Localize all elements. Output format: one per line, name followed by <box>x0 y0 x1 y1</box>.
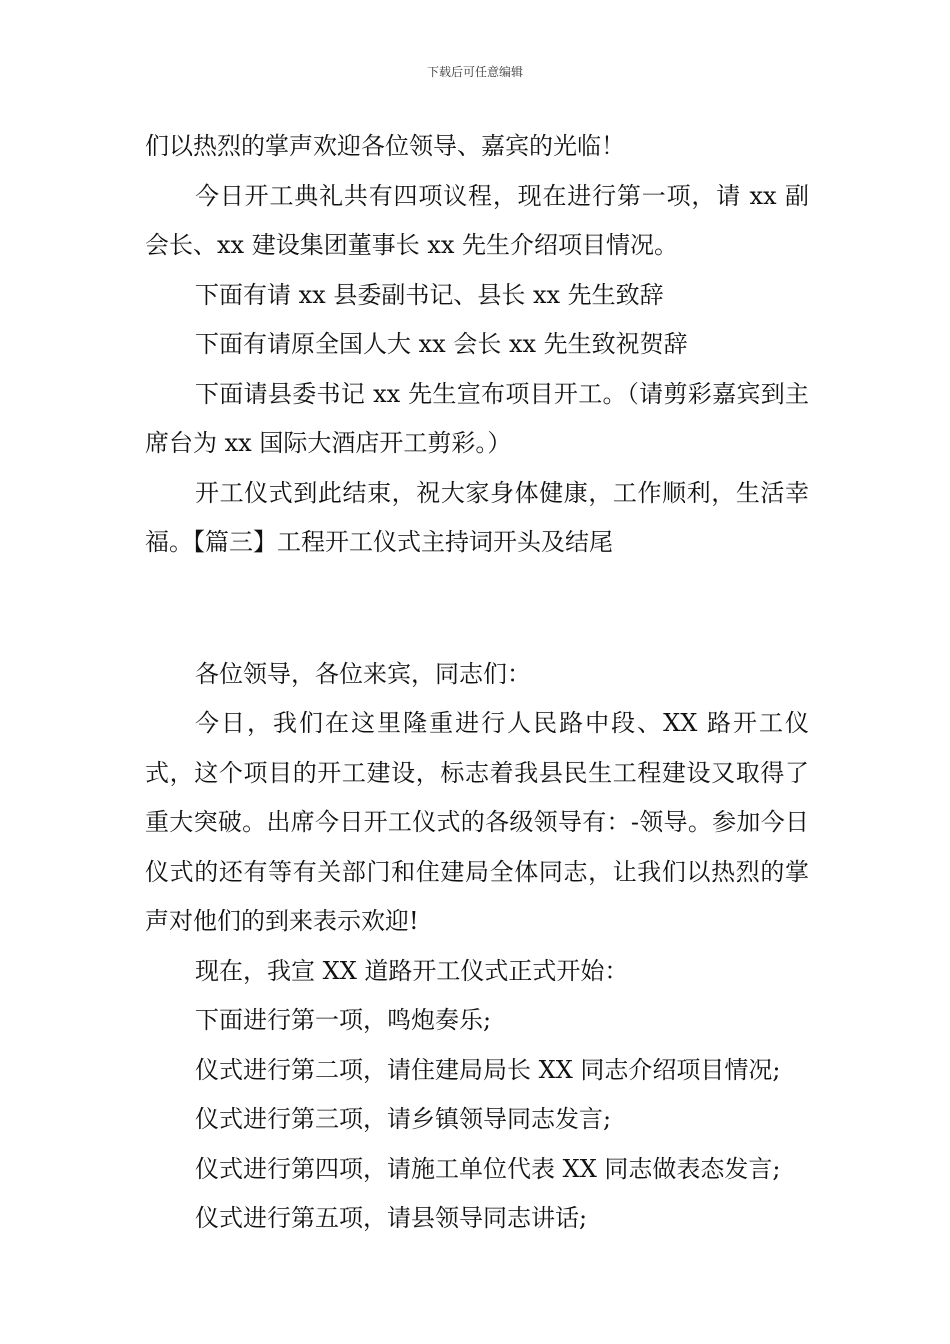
paragraph-county-speech: 下面有请 xx 县委副书记、县长 xx 先生致辞 <box>195 280 664 309</box>
document-body <box>145 122 809 1244</box>
section-gap <box>145 568 809 650</box>
paragraph-greeting: 各位领导，各位来宾，同志们： <box>195 659 531 688</box>
paragraph-item-4: 仪式进行第四项，请施工单位代表 XX 同志做表态发言; <box>195 1154 781 1183</box>
paragraph-congratulation-speech: 下面有请原全国人大 xx 会长 xx 先生致祝贺辞 <box>195 330 688 358</box>
page-header-note: 下载后可任意编辑 <box>426 65 523 79</box>
paragraph-announce-start: 现在，我宣 XX 道路开工仪式正式开始： <box>195 956 629 985</box>
paragraph-item-1: 下面进行第一项，鸣炮奏乐; <box>195 1006 492 1034</box>
paragraph-project-start: 下面请县委书记 xx 先生宣布项目开工。（请剪彩嘉宾到主席台为 xx 国际大酒店开工剪彩。） <box>145 379 809 457</box>
paragraph-opening: 今日，我们在这里隆重进行人民路中段、XX 路开工仪式，这个项目的开工建设，标志着我县民生工程建设又取得了重大突破。出席今日开工仪式的各级领导有：-领导。参加今日仪式的还有等有关部门和住建局全体同志，让我们以热烈的掌声对他们的到来表示欢迎! <box>145 709 809 935</box>
paragraph-ceremony-end: 开工仪式到此结束，祝大家身体健康，工作顺利，生活幸福。【篇三】工程开工仪式主持词开头及结尾 <box>145 478 809 556</box>
paragraph-item-5: 仪式进行第五项，请县领导同志讲话; <box>195 1204 588 1232</box>
paragraph-item-3: 仪式进行第三项，请乡镇领导同志发言; <box>195 1105 612 1133</box>
paragraph-item-2: 仪式进行第二项，请住建局局长 XX 同志介绍项目情况; <box>195 1055 781 1084</box>
paragraph-welcome-close: 们以热烈的掌声欢迎各位领导、嘉宾的光临！ <box>145 132 625 160</box>
paragraph-agenda-intro: 今日开工典礼共有四项议程，现在进行第一项，请 xx 副会长、xx 建设集团董事长 xx 先生介绍项目情况。 <box>145 181 809 259</box>
